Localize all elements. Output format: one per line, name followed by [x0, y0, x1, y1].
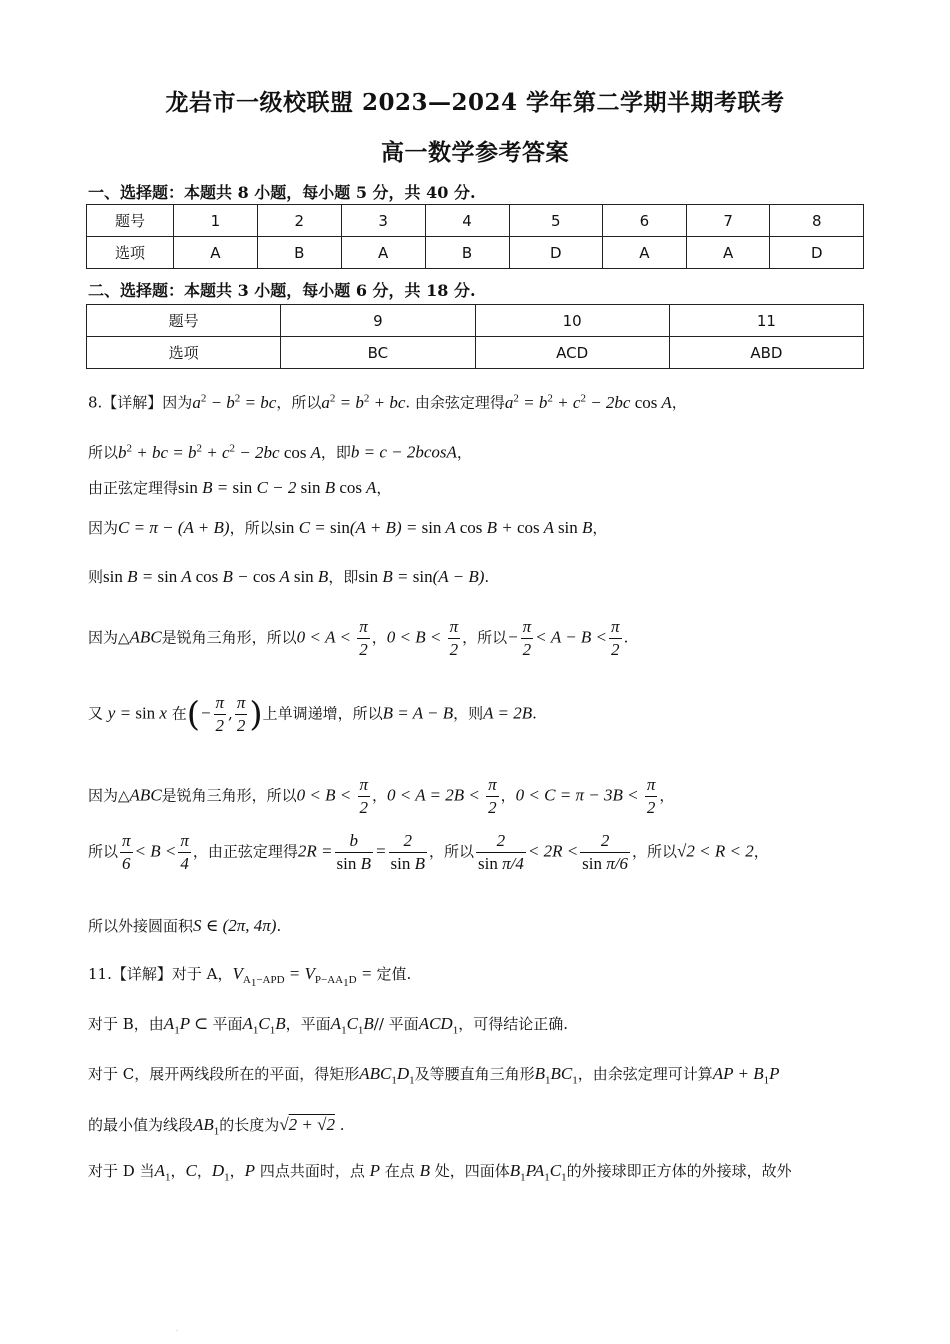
q11-line-1: 11.【详解】对于 A，$V_{A_1-APD} = V_{P-AA_1D}$ = 定值. — [88, 964, 412, 990]
table-cell: 4 — [425, 205, 509, 237]
table-cell: D — [509, 237, 602, 269]
q8-line-6: 因为△ABC是锐角三角形，所以0 < A < $\frac{\pi}{2}$ ，0 < B < $\frac{\pi}{2}$ ，所以− $\frac{\pi}{2}$ < A − B < $\frac{\pi}{2}$ . — [88, 617, 629, 659]
table-cell: 题号 — [87, 305, 281, 337]
table-row — [87, 237, 864, 269]
footer-mark: . — [176, 1326, 178, 1333]
table-cell: ABD — [669, 337, 863, 369]
table-row — [87, 305, 864, 337]
page-subtitle: 高一数学参考答案 — [381, 139, 569, 166]
q8-line-8: 因为△ABC是锐角三角形，所以0 < B < $\frac{\pi}{2}$ ，0 < A = 2B < $\frac{\pi}{2}$ ，0 < C = π − 3B < $\frac{\pi}{2}$ ， — [88, 775, 675, 817]
table-cell: A — [174, 237, 258, 269]
answer-table-2 — [86, 304, 864, 369]
table-cell: 选项 — [87, 237, 174, 269]
q8-line-2: 所以$b^2$ + bc = $b^2 + c^2 - 2bc$ cos A，即b = c − 2bcosA， — [88, 442, 472, 462]
table-cell: 6 — [602, 205, 686, 237]
q11-line-5: 对于 D 当$A_1$，C，$D_1$，P 四点共面时，点 P 在点 B 处，四面体$B_1PA_1C_1$的外接球即正方体的外接球，故外 — [88, 1161, 792, 1184]
table-cell: A — [602, 237, 686, 269]
q8-line-10: 所以外接圆面积S ∈ (2π, 4π). — [88, 916, 282, 935]
table-cell: 10 — [475, 305, 669, 337]
table-cell: 11 — [669, 305, 863, 337]
table-row — [87, 337, 864, 369]
q8-line-4: 因为C = π − (A + B)，所以sin C = sin(A + B) = sin A cos B + cos A sin B， — [88, 518, 608, 537]
section2-heading: 二、选择题：本题共 3 小题，每小题 6 分，共 18 分. — [88, 281, 476, 300]
q11-line-2: 对于 B，由$A_1P$ ⊂ 平面$A_1C_1B$，平面$A_1C_1B//$ 平面$ACD_1$，可得结论正确. — [88, 1014, 568, 1037]
q8-line-3: 由正弦定理得sin B = sin C − 2 sin B cos A， — [88, 478, 392, 497]
q8-line-9: 所以 $\frac{\pi}{6}$ < B < $\frac{\pi}{4}$ ，由正弦定理得2R = $\frac{b}{\text{sin B}}$ = $\frac{2}{\text{sin B}}$ ，所以 $\frac{2}{\text{sin π/4}}$ < 2R < $\frac{2}{\text{sin π/6}}$ ，所以√2 < R < 2， — [88, 831, 769, 873]
table-cell: B — [425, 237, 509, 269]
q8-line-7: 又 y = sin x 在(− $\frac{\pi}{2}$ , $\frac{\pi}{2}$ )上单调递增，所以B = A − B，则A = 2B. — [88, 693, 537, 735]
table-cell: 5 — [509, 205, 602, 237]
table-cell: 2 — [257, 205, 341, 237]
table-cell: D — [770, 237, 864, 269]
table-cell: BC — [281, 337, 475, 369]
q8-line-1: 8.【详解】因为$a^2 - b^2$ = bc，所以$a^2 = b^2$ + bc. 由余弦定理得$a^2 = b^2 + c^2 - 2bc$ cos A， — [88, 392, 687, 412]
table-cell: 7 — [686, 205, 770, 237]
table-cell: 题号 — [87, 205, 174, 237]
table-cell: 1 — [174, 205, 258, 237]
table-cell: 8 — [770, 205, 864, 237]
table-cell: A — [686, 237, 770, 269]
table-row — [87, 205, 864, 237]
table-cell: 3 — [341, 205, 425, 237]
answer-table-1 — [86, 204, 864, 269]
q11-line-4: 的最小值为线段$AB_1$的长度为√2 + √2 . — [88, 1115, 345, 1138]
page-title: 龙岩市一级校联盟 2023—2024 学年第二学期半期考联考 — [165, 89, 785, 116]
table-cell: B — [257, 237, 341, 269]
q8-line-5: 则sin B = sin A cos B − cos A sin B，即sin B = sin(A − B). — [88, 567, 490, 586]
section1-heading: 一、选择题：本题共 8 小题，每小题 5 分，共 40 分. — [88, 183, 476, 202]
q11-line-3: 对于 C，展开两线段所在的平面，得矩形$ABC_1D_1$及等腰直角三角形$B_1BC_1$，由余弦定理可计算AP + $B_1P$ — [88, 1064, 780, 1087]
table-cell: A — [341, 237, 425, 269]
table-cell: 选项 — [87, 337, 281, 369]
table-cell: 9 — [281, 305, 475, 337]
table-cell: ACD — [475, 337, 669, 369]
